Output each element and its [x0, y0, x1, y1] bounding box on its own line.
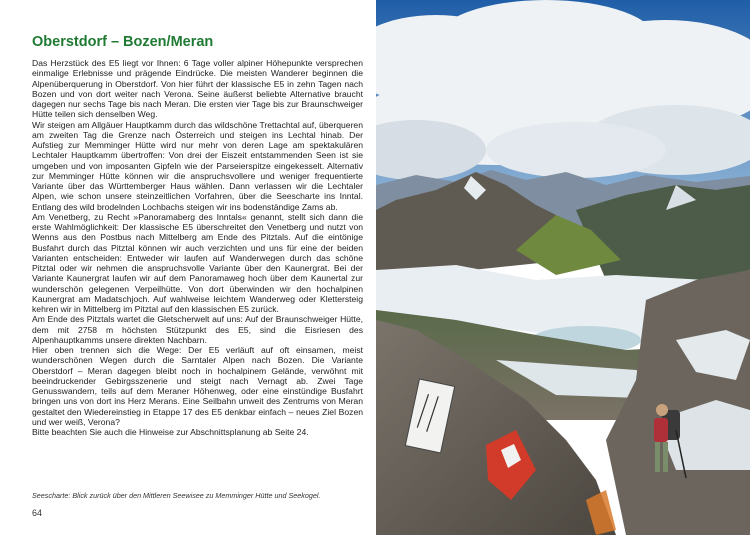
paragraph: Das Herzstück des E5 liegt vor Ihnen: 6 Tage voller alpiner Höhepunkte versprechen einmalige Erlebnisse und prägende Eindrücke. Die meisten Wanderer beginnen die Alpenüberquerung in Oberstdorf. Von hier führt der klassische E5 in zehn Tagen nach Bozen und von dort weiter nach Verona. Seine äußerst beliebte Alternative braucht dagegen nur sechs Tage bis nach Meran. Die ersten vier Tage bis zur Braunschweiger Hütte teilen sich denselben Weg.	[32, 58, 363, 120]
paragraph: Am Ende des Pitztals wartet die Gletscherwelt auf uns: Auf der Braunschweiger Hütte, dem mit 2758 m höchsten Stützpunkt des E5, sind die Eisriesen des Alpenhauptkamms unsere direkten Nachbarn.	[32, 314, 363, 345]
paragraph: Am Venetberg, zu Recht »Panoramaberg des Inntals« genannt, stellt sich dann die erste Wahlmöglichkeit: Der klassische E5 überschreitet den Venetberg und nutzt von Wenns aus den Postbus nach Mittelberg am Ende des Pitztals. Auf die eintönige Busfahrt durch das Pitztal können wir auch verzichten und uns für eine der beiden Varianten entscheiden: Entweder wir laufen auf Wanderwegen durch das schöne Pitztal oder wir nehmen die anspruchsvolle Variante über den Kaunergrat. Bei der Variante Kaunergrat laufen wir auf dem Panoramaweg hoch über dem Kaunertal zur wunderschön gelegenen Verpeilhütte. Von dort überwinden wir den hochalpinen Kaunergrat am Madatschjoch. Auf wahlweise leichtem Wanderweg oder Klettersteig kehren wir in Mittelberg im Pitztal auf den klassischen E5 zurück.	[32, 211, 363, 314]
page-number: 64	[32, 508, 43, 518]
paragraph: Hier oben trennen sich die Wege: Der E5 verläuft auf oft einsamen, meist wunderschönen Wegen durch die Sarntaler Alpen nach Bozen. Die Variante Oberstdorf – Meran dagegen bleibt noch in hochalpinem Gelände, verwöhnt mit beeindruckender Gebirgsszenerie und steigt nach Vernagt ab. Zwei Tage Genusswandern, teils auf dem Meraner Höhenweg, oder eine einstündige Busfahrt bringen uns von dort ins Herz Merans. Eine Seilbahn unweit des Zentrums von Meran gestaltet den Wiedereinstieg in Etappe 17 des E5 denkbar einfach – neues Ziel Bozen und wer weiß, Verona?	[32, 345, 363, 427]
paragraph: Bitte beachten Sie auch die Hinweise zur Abschnittsplanung ab Seite 24.	[32, 427, 309, 437]
mountain-landscape-photo	[376, 0, 750, 535]
photo-illustration	[376, 0, 750, 535]
clouds	[376, 0, 750, 180]
page-heading: Oberstdorf – Bozen/Meran	[32, 34, 214, 50]
body-text	[32, 58, 363, 437]
paragraph: Wir steigen am Allgäuer Hauptkamm durch das wildschöne Trettachtal auf, überqueren am zweiten Tag die Grenze nach Österreich und steigen ins Lechtal hinab. Der Aufstieg zur Memminger Hütte wird nur mehr von deren Lage am spektakulären Lechtaler Hauptkamm übertroffen: Von drei der Eiszeit entstammenden Seen ist sie umgeben und von imposanten Gipfeln wie der Parseierspitze eingekesselt. Alternativ zur Memminger Hütte können wir die anspruchsvollere und weniger frequentierte Variante über das Württemberger Haus wählen. Dann verlassen wir die Lechtaler Alpen, wie schon unsere steinzeitlichen Vorfahren, über die Seescharte ins Inntal. Entlang des wild brodelnden Lochbachs steigen wir ins bodenständige Zams ab.	[32, 119, 363, 212]
photo-caption: Seescharte: Blick zurück über den Mittleren Seewisee zu Memminger Hütte und Seekogel.	[32, 491, 321, 500]
